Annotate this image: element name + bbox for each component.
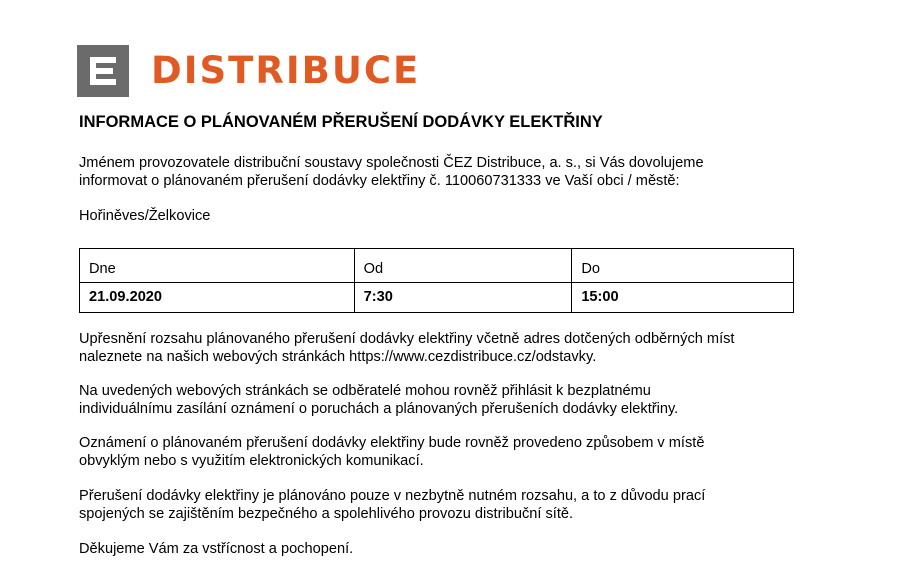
intro-line-2: informovat o plánovaném přerušení dodávky elektřiny č. 110060731333 ve Vaší obci / městě: — [79, 173, 680, 189]
paragraph-line: Upřesnění rozsahu plánovaného přerušení dodávky elektřiny včetně adres dotčených odběrných míst — [79, 331, 735, 347]
page-title: INFORMACE O PLÁNOVANÉM PŘERUŠENÍ DODÁVKY ELEKTŘINY — [79, 113, 603, 131]
paragraph-line: Přerušení dodávky elektřiny je plánováno pouze v nezbytně nutném rozsahu, a to z důvodu prací — [79, 488, 706, 504]
location-text: Hořiněves/Želkovice — [79, 208, 211, 224]
paragraph-line: Na uvedených webových stránkách se odběratelé mohou rovněž přihlásit k bezplatnému — [79, 383, 651, 399]
header-date: Dne — [80, 249, 355, 283]
paragraph-line: individuálnímu zasílání oznámení o poruchách a plánovaných přerušeních dodávky elektřiny. — [79, 401, 679, 417]
paragraph-line: spojených se zajištěním bezpečného a spolehlivého provozu distribuční sítě. — [79, 506, 574, 522]
cez-logo-mark-icon — [77, 45, 129, 97]
value-date: 21.09.2020 — [80, 283, 355, 313]
paragraph-line: obvyklým nebo s využitím elektronických komunikací. — [79, 453, 424, 469]
value-from: 7:30 — [354, 283, 572, 313]
paragraph-subscription — [79, 382, 799, 418]
paragraph-announcement — [79, 434, 799, 470]
value-to: 15:00 — [572, 283, 794, 313]
header-to: Do — [572, 249, 794, 283]
paragraph-details — [79, 330, 799, 366]
paragraph-line: Oznámení o plánovaném přerušení dodávky elektřiny bude rovněž provedeno způsobem v místě — [79, 435, 705, 451]
intro-paragraph — [79, 154, 799, 190]
closing-text: Děkujeme Vám za vstřícnost a pochopení. — [79, 541, 354, 557]
header-from: Od — [354, 249, 572, 283]
paragraph-reason — [79, 487, 799, 523]
brand-name: DISTRIBUCE — [151, 49, 421, 92]
paragraph-line: naleznete na našich webových stránkách https://www.cezdistribuce.cz/odstavky. — [79, 349, 597, 365]
outage-schedule-table — [79, 248, 794, 313]
company-logo — [77, 45, 420, 97]
table-header-row — [80, 249, 794, 283]
intro-line-1: Jménem provozovatele distribuční soustavy společnosti ČEZ Distribuce, a. s., si Vás dovolujeme — [79, 155, 704, 171]
table-row — [80, 283, 794, 313]
